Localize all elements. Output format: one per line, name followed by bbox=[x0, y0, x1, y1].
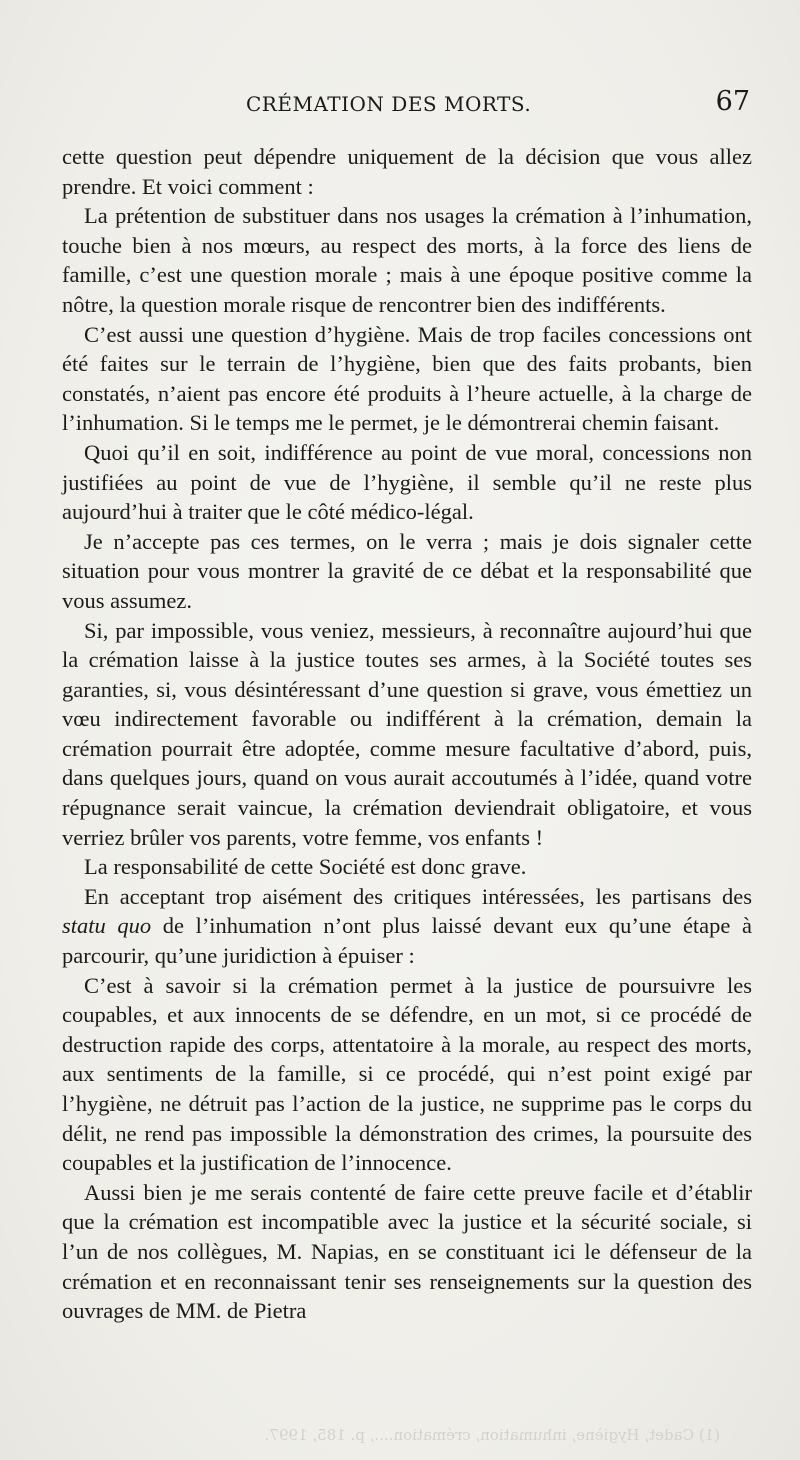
paragraph: La prétention de substituer dans nos usages la crémation à l’inhumation, touche bien à nos mœurs, au respect des morts, à la force des liens de famille, c’est une question morale ; mais à une époque positive comme la nôtre, la question morale risque de rencontrer bien des indifférents. bbox=[62, 203, 752, 317]
paragraph-continuation: cette question peut dépendre uniquement de la décision que vous allez prendre. Et voici comment : bbox=[62, 144, 752, 199]
paragraph: La responsabilité de cette Société est donc grave. bbox=[84, 854, 527, 880]
paragraph-text: En acceptant trop aisément des critiques intéressées, les partisans des bbox=[84, 883, 752, 909]
paragraph: Aussi bien je me serais contenté de faire cette preuve facile et d’établir que la crémation est incompatible avec la justice et la sécurité sociale, si l’un de nos collègues, M. Napias, en se constituant ici le défenseur de la crémation et en reconnaissant tenir ses renseignements sur la question des ouvrages de MM. de Pietra bbox=[62, 1179, 752, 1324]
page-header bbox=[62, 86, 750, 122]
italic-phrase: statu quo bbox=[62, 913, 152, 939]
running-head: CRÉMATION DES MORTS. bbox=[246, 92, 532, 116]
paragraph: Je n’accepte pas ces termes, on le verra ; mais je dois signaler cette situation pour vous montrer la gravité de ce débat et la responsabilité que vous assumez. bbox=[62, 528, 752, 613]
body-text bbox=[62, 142, 752, 1326]
paragraph: C’est à savoir si la crémation permet à la justice de poursuivre les coupables, et aux innocents de se défendre, en un mot, si ce procédé de destruction rapide des corps, attentatoire à la morale, au respect des morts, aux sentiments de la famille, si ce procédé, qui n’est point exigé par l’hygiène, ne détruit pas l’action de la justice, ne supprime pas le corps du délit, ne rend pas impossible la démonstration des crimes, la poursuite des coupables et la justification de l’innocence. bbox=[62, 972, 752, 1176]
paragraph: Quoi qu’il en soit, indifférence au point de vue moral, concessions non justifiées au point de vue de l’hygiène, il semble qu’il ne reste plus aujourd’hui à traiter que le côté médico-légal. bbox=[62, 439, 752, 525]
paragraph-statu-quo bbox=[62, 882, 752, 971]
page-number: 67 bbox=[715, 86, 750, 117]
paragraph: C’est aussi une question d’hygiène. Mais de trop faciles concessions ont été faites sur le terrain de l’hygiène, bien que des faits probants, bien constatés, n’aient pas encore été produits à l’heure actuelle, à la charge de l’inhumation. Si le temps me le permet, je le démontrerai chemin faisant. bbox=[62, 321, 752, 436]
paragraph-text: de l’inhumation n’ont plus laissé devant eux qu’une étape à parcourir, qu’une juridiction à épuiser : bbox=[62, 913, 752, 969]
bleed-through-footnote: (1) Cadet, Hygiène, inhumation, crémation...., p. 185, 1997. bbox=[264, 1426, 720, 1444]
paragraph: Si, par impossible, vous veniez, messieurs, à reconnaître aujourd’hui que la crémation laisse à la justice toutes ses armes, à la Société toutes ses garanties, si, vous désintéressant d’une question si grave, vous émettiez un vœu indirectement favorable ou indifférent à la crémation, demain la crémation pourrait être adoptée, comme mesure facultative d’abord, puis, dans quelques jours, quand on vous aurait accoutumés à l’idée, quand votre répugnance serait vaincue, la crémation deviendrait obligatoire, et vous verriez brûler vos parents, votre femme, vos enfants ! bbox=[62, 617, 752, 850]
